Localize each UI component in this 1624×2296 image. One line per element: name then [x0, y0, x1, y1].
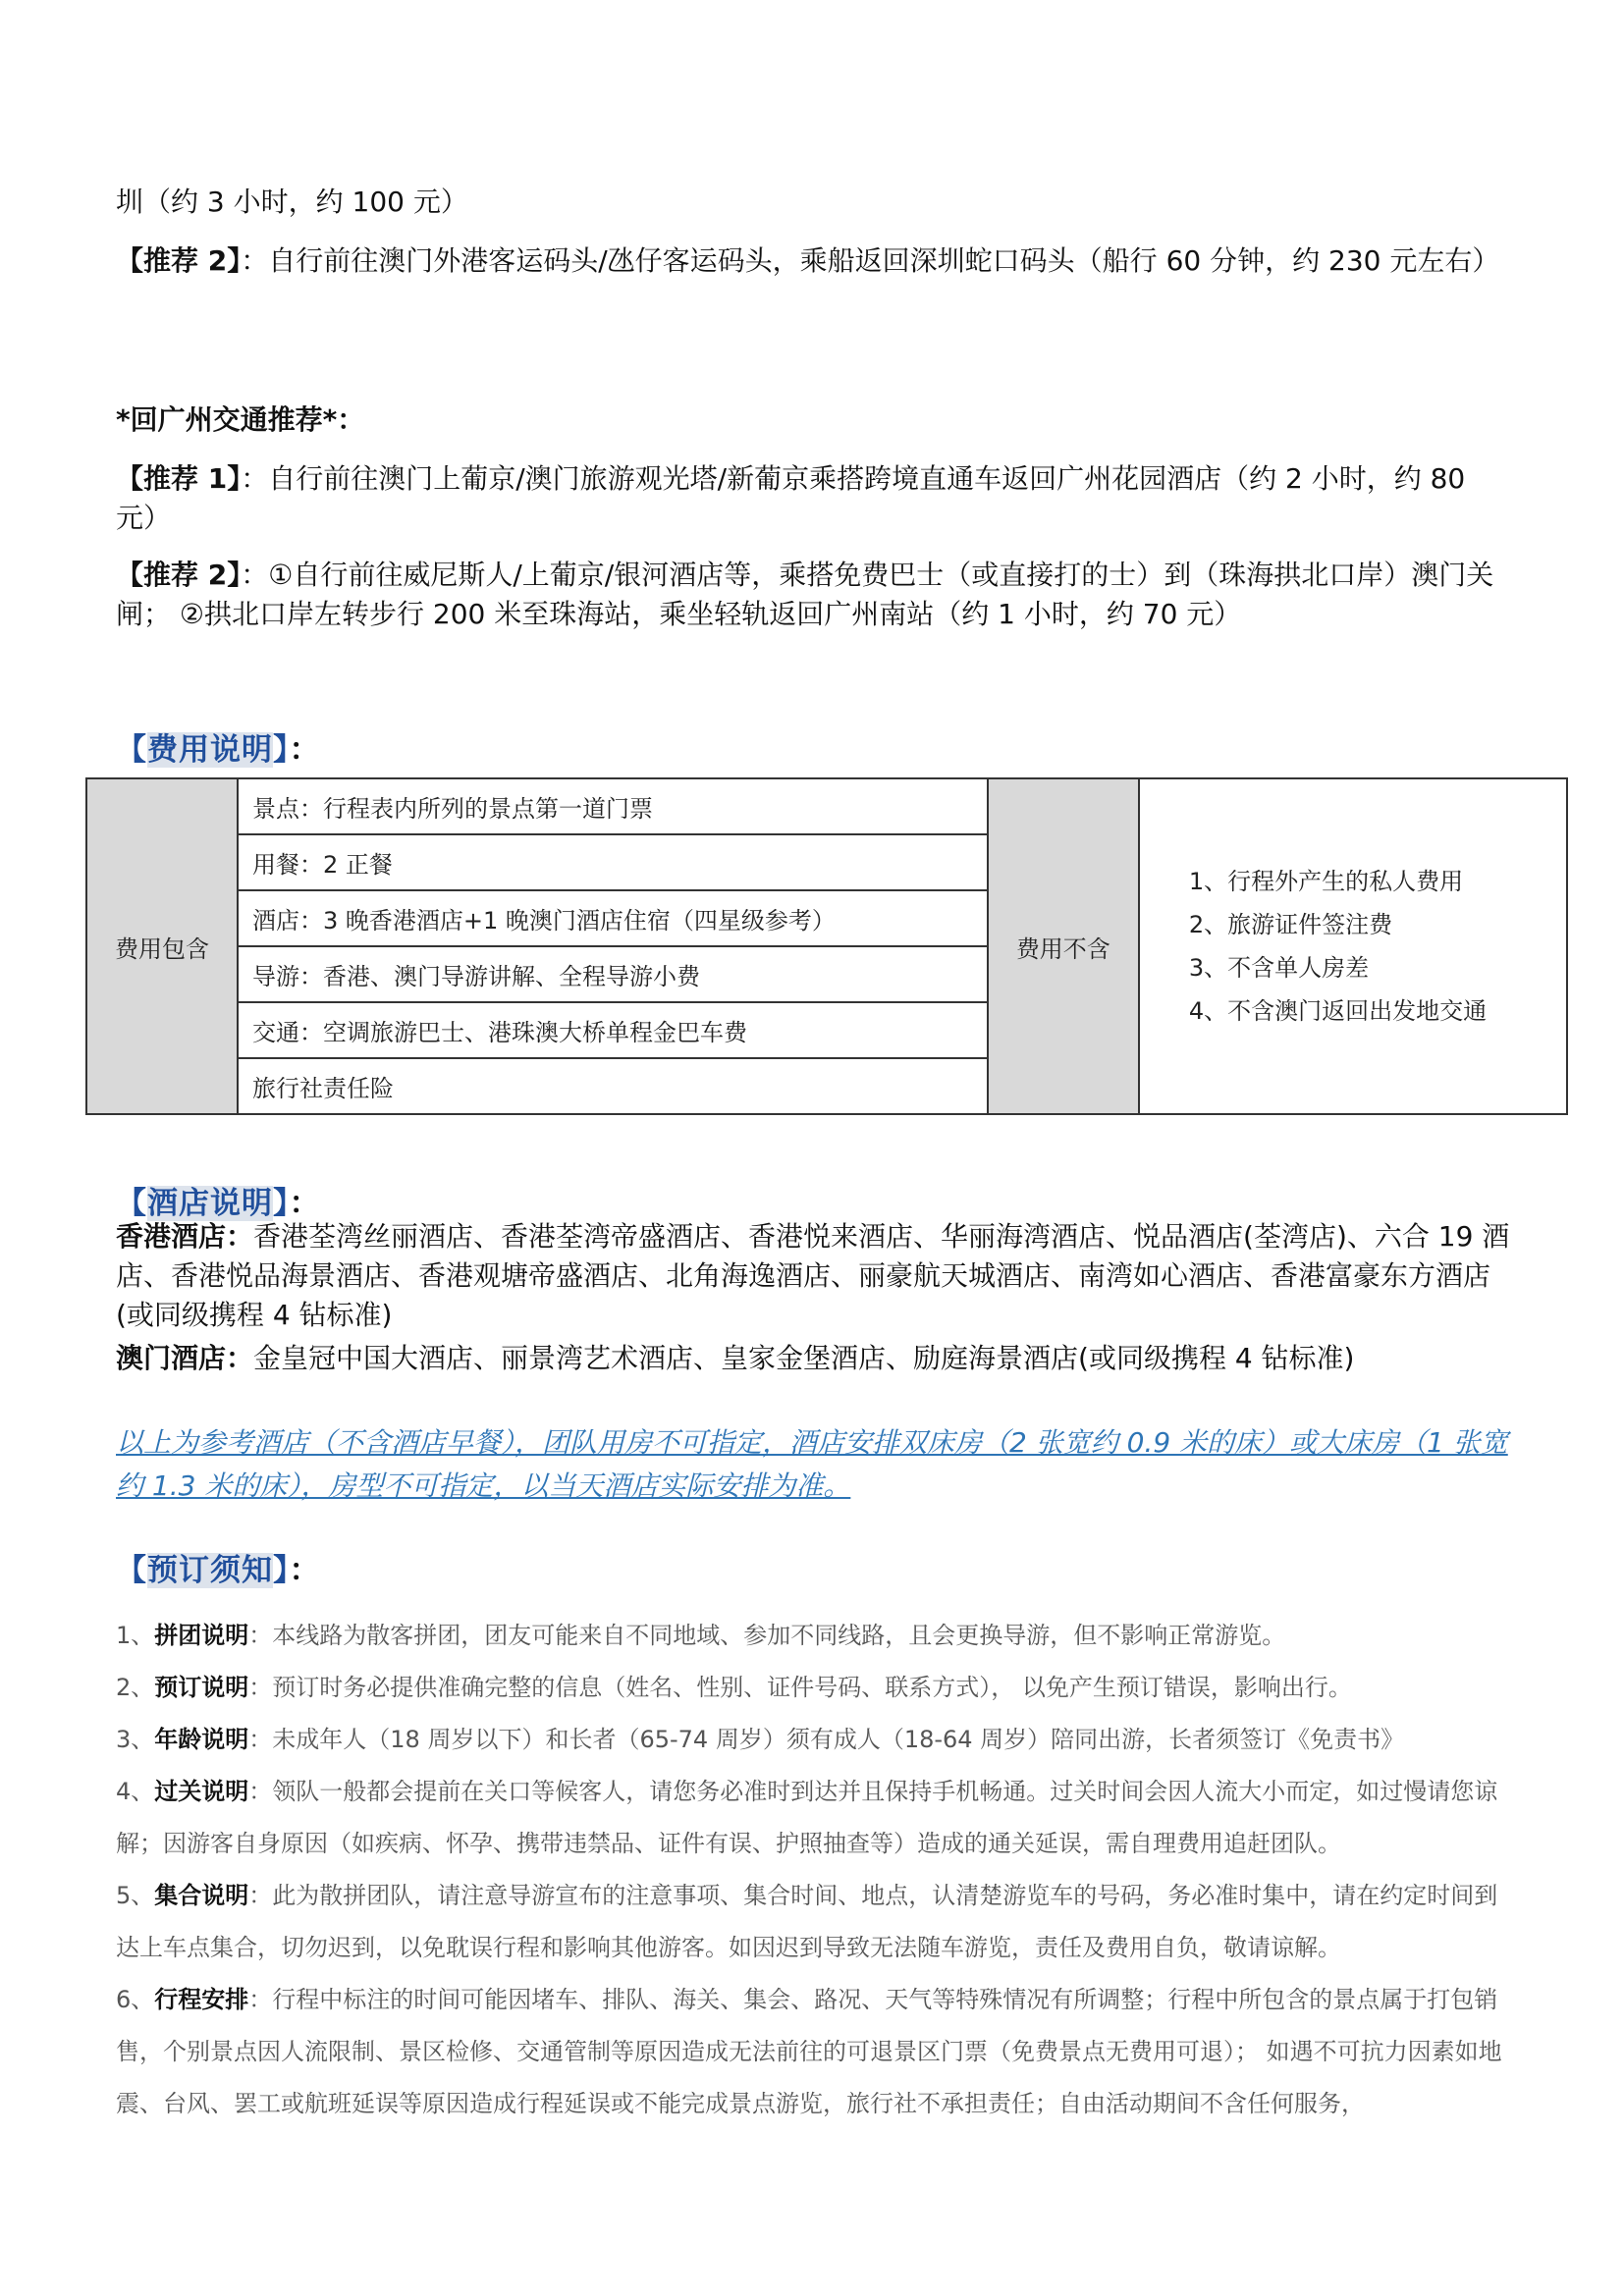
- hotel-hk-list: 香港荃湾丝丽酒店、香港荃湾帝盛酒店、香港悦来酒店、华丽海湾酒店、悦品酒店(荃湾店)、六合 19 酒店、香港悦品海景酒店、香港观塘帝盛酒店、北角海逸酒店、丽豪航天城酒店、南湾如心酒店、香港富豪东方酒店(或同级携程 4 钻标准): [116, 1220, 1510, 1331]
- booking-item: 1、拼团说明：本线路为散客拼团，团友可能来自不同地域、参加不同线路，且会更换导游，但不影响正常游览。: [116, 1622, 1286, 1649]
- hotel-macau: [116, 1339, 1510, 1378]
- fee-included-item: 景点：行程表内所列的景点第一道门票: [238, 778, 988, 834]
- booking-list: [116, 1610, 1510, 2130]
- fee-included-item: 旅行社责任险: [238, 1058, 988, 1114]
- guangzhou-heading: *回广州交通推荐*：: [116, 403, 365, 436]
- fee-included-item: 交通：空调旅游巴士、港珠澳大桥单程金巴车费: [238, 1002, 988, 1058]
- booking-item: 3、年龄说明：未成年人（18 周岁以下）和长者（65-74 周岁）须有成人（18-64 周岁）陪同出游，长者须签订《免责书》: [116, 1726, 1405, 1753]
- rec-text: ：自行前往澳门上葡京/澳门旅游观光塔/新葡京乘搭跨境直通车返回广州花园酒店（约 2 小时，约 80 元）: [116, 462, 1466, 534]
- hotel-macau-label: 澳门酒店：: [116, 1342, 254, 1374]
- booking-item: 2、预订说明：预订时务必提供准确完整的信息（姓名、性别、证件号码、联系方式）， 以免产生预订错误，影响出行。: [116, 1674, 1352, 1701]
- hotel-section-title: 【酒店说明】：: [116, 1186, 321, 1221]
- fee-excluded-item: 2、旅游证件签注费: [1188, 911, 1393, 938]
- rec-label: 【推荐 2】: [116, 559, 242, 591]
- fee-included-item: 酒店：3 晚香港酒店+1 晚澳门酒店住宿（四星级参考）: [238, 890, 988, 946]
- fee-included-header: 费用包含: [86, 778, 238, 1114]
- hotel-hongkong: [116, 1217, 1510, 1335]
- hotel-note: 以上为参考酒店（不含酒店早餐），团队用房不可指定，酒店安排双床房（2 张宽约 0.9 米的床）或大床房（1 张宽约 1.3 米的床），房型不可指定，以当天酒店实际安排为准。: [116, 1426, 1508, 1502]
- rec-label: 【推荐 2】: [116, 244, 242, 277]
- guangzhou-rec1: [116, 459, 1510, 538]
- rec-text: ：自行前往澳门外港客运码头/氹仔客运码头，乘船返回深圳蛇口码头（船行 60 分钟，约 230 元左右）: [241, 244, 1500, 277]
- fee-excluded-item: 3、不含单人房差: [1188, 954, 1370, 982]
- booking-item: 4、过关说明：领队一般都会提前在关口等候客人，请您务必准时到达并且保持手机畅通。过关时间会因人流大小而定，如过慢请您谅解；因游客自身原因（如疾病、怀孕、携带违禁品、证件有误、护照抽查等）造成的通关延误，需自理费用追赶团队。: [116, 1778, 1498, 1857]
- booking-section-title: 【预订须知】：: [116, 1553, 321, 1588]
- fee-table: [85, 777, 1568, 1115]
- rec-text: ：①自行前往威尼斯人/上葡京/银河酒店等，乘搭免费巴士（或直接打的士）到（珠海拱北口岸）澳门关闸； ②拱北口岸左转步行 200 米至珠海站，乘坐轻轨返回广州南站（约 1 小时，约 70 元）: [116, 559, 1494, 630]
- shenzhen-rec1-tail: 圳（约 3 小时，约 100 元）: [116, 186, 468, 218]
- fee-excluded-item: 4、不含澳门返回出发地交通: [1188, 997, 1488, 1025]
- guangzhou-rec2: [116, 556, 1510, 634]
- fee-excluded-item: 1、行程外产生的私人费用: [1188, 868, 1464, 895]
- fee-excluded-header: 费用不含: [988, 778, 1139, 1114]
- booking-item: 6、行程安排：行程中标注的时间可能因堵车、排队、海关、集会、路况、天气等特殊情况有所调整；行程中所包含的景点属于打包销售，个别景点因人流限制、景区检修、交通管制等原因造成无法前往的可退景区门票（免费景点无费用可退）； 如遇不可抗力因素如地震、台风、罢工或航班延误等原因造成行程延误或不能完成景点游览，旅行社不承担责任；自由活动期间不含任何服务，: [116, 1986, 1502, 2117]
- rec-label: 【推荐 1】: [116, 462, 242, 495]
- hotel-macau-list: 金皇冠中国大酒店、丽景湾艺术酒店、皇家金堡酒店、励庭海景酒店(或同级携程 4 钻标准): [253, 1342, 1355, 1374]
- hotel-hk-label: 香港酒店：: [116, 1220, 254, 1253]
- fee-included-item: 导游：香港、澳门导游讲解、全程导游小费: [238, 946, 988, 1002]
- fee-included-item: 用餐：2 正餐: [238, 834, 988, 890]
- booking-item: 5、集合说明：此为散拼团队，请注意导游宣布的注意事项、集合时间、地点，认清楚游览车的号码，务必准时集中，请在约定时间到达上车点集合，切勿迟到，以免耽误行程和影响其他游客。如因迟到导致无法随车游览，责任及费用自负，敬请谅解。: [116, 1882, 1498, 1961]
- fee-section-title: 【费用说明】：: [116, 732, 321, 768]
- fee-excluded-list: [1139, 778, 1567, 1114]
- shenzhen-rec2: [116, 241, 1510, 281]
